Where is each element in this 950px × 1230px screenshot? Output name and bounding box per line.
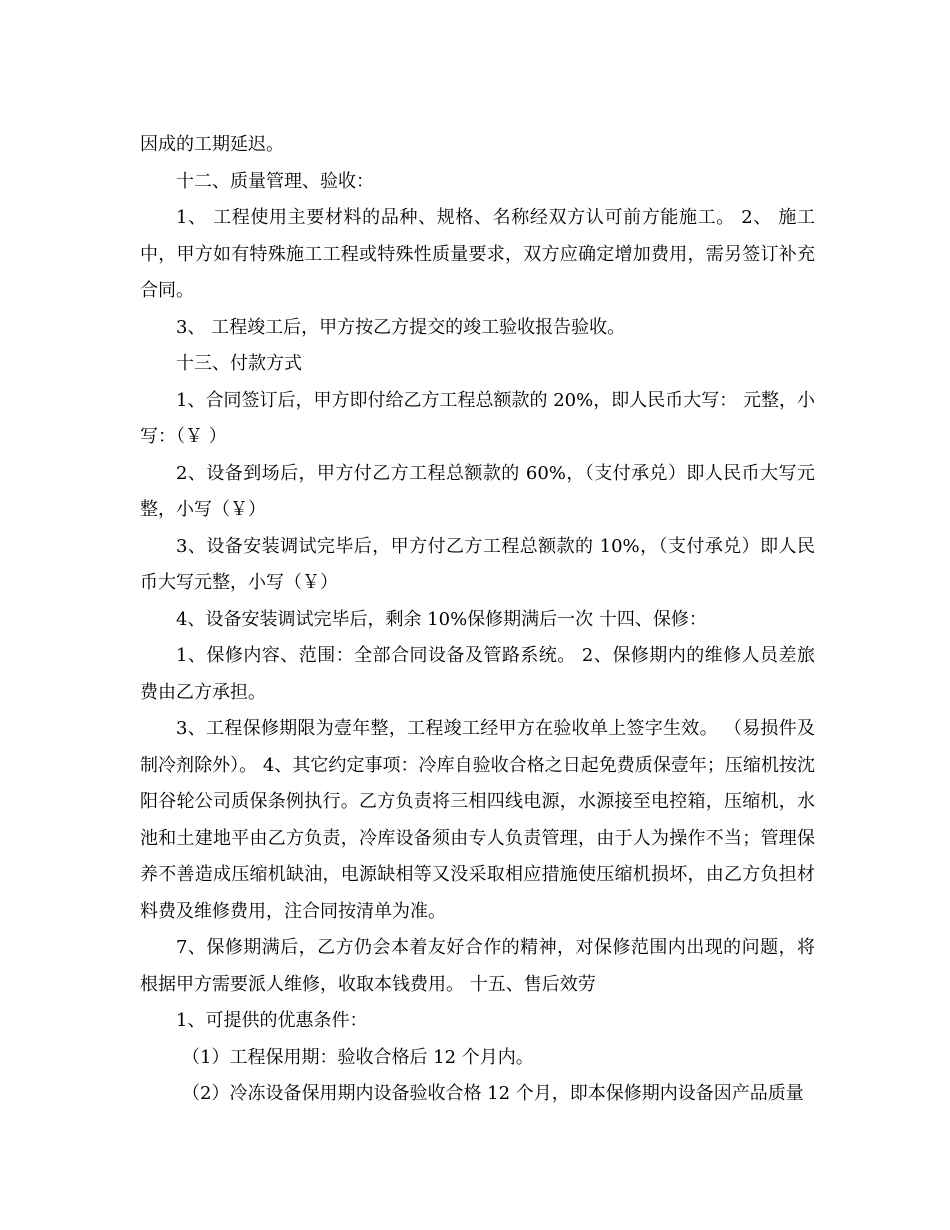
paragraph-warranty-scope: 1、保修内容、范围：全部合同设备及管路系统。 2、保修期内的维修人员差旅费由乙方承担。 bbox=[140, 645, 815, 703]
paragraph-payment-3: 3、设备安装调试完毕后，甲方付乙方工程总额款的 10%，（支付承兑）即人民币大写元整，小写（￥） bbox=[140, 535, 815, 593]
paragraph-payment-1: 1、合同签订后，甲方即付给乙方工程总额款的 20%，即人民币大写： 元整，小写：（￥ ） bbox=[140, 389, 815, 447]
paragraph-payment-2: 2、设备到场后，甲方付乙方工程总额款的 60%，（支付承兑）即人民币大写元整，小写（￥） bbox=[140, 462, 815, 520]
document-body bbox=[140, 127, 815, 1113]
list-item-project-warranty: （1）工程保用期：验收合格后 12 个月内。 bbox=[182, 1046, 534, 1068]
paragraph-continuation: 因成的工期延迟。 bbox=[140, 134, 284, 155]
paragraph-post-warranty: 7、保修期满后，乙方仍会本着友好合作的精神，对保修范围内出现的问题，将根据甲方需要派人维修，收取本钱费用。 十五、售后效劳 bbox=[140, 937, 815, 995]
paragraph-warranty-terms: 3、工程保修期限为壹年整，工程竣工经甲方在验收单上签字生效。 （易损件及制冷剂除外）。 4、其它约定事项：冷库自验收合格之日起免费质保壹年；压缩机按沈阳谷轮公司质保条例执行。乙方负责将三相四线电源，水源接至电控箱，压缩机，水池和土建地平由乙方负责，冷库设备须由专人负责管理，由于人为操作不当；管理保养不善造成压缩机缺油，电源缺相等又没采取相应措施使压缩机损坏，由乙方负担材料费及维修费用，注合同按清单为准。 bbox=[140, 718, 815, 922]
list-item-refrigeration-warranty: （2）冷冻设备保用期内设备验收合格 12 个月，即本保修期内设备因产品质量 bbox=[182, 1083, 804, 1104]
paragraph-completion-acceptance: 3、 工程竣工后，甲方按乙方提交的竣工验收报告验收。 bbox=[176, 316, 626, 338]
section-heading-quality-acceptance: 十二、质量管理、验收： bbox=[176, 170, 374, 192]
paragraph-preferential-conditions: 1、可提供的优惠条件： bbox=[176, 1010, 368, 1031]
section-heading-payment-method: 十三、付款方式 bbox=[176, 353, 302, 374]
paragraph-payment-4-and-warranty-heading: 4、设备安装调试完毕后，剩余 10%保修期满后一次 十四、保修： bbox=[176, 608, 707, 630]
paragraph-materials-and-special-requirements: 1、 工程使用主要材料的品种、规格、名称经双方认可前方能施工。 2、 施工中，甲方如有特殊施工工程或特殊性质量要求，双方应确定增加费用，需另签订补充合同。 bbox=[140, 207, 815, 301]
